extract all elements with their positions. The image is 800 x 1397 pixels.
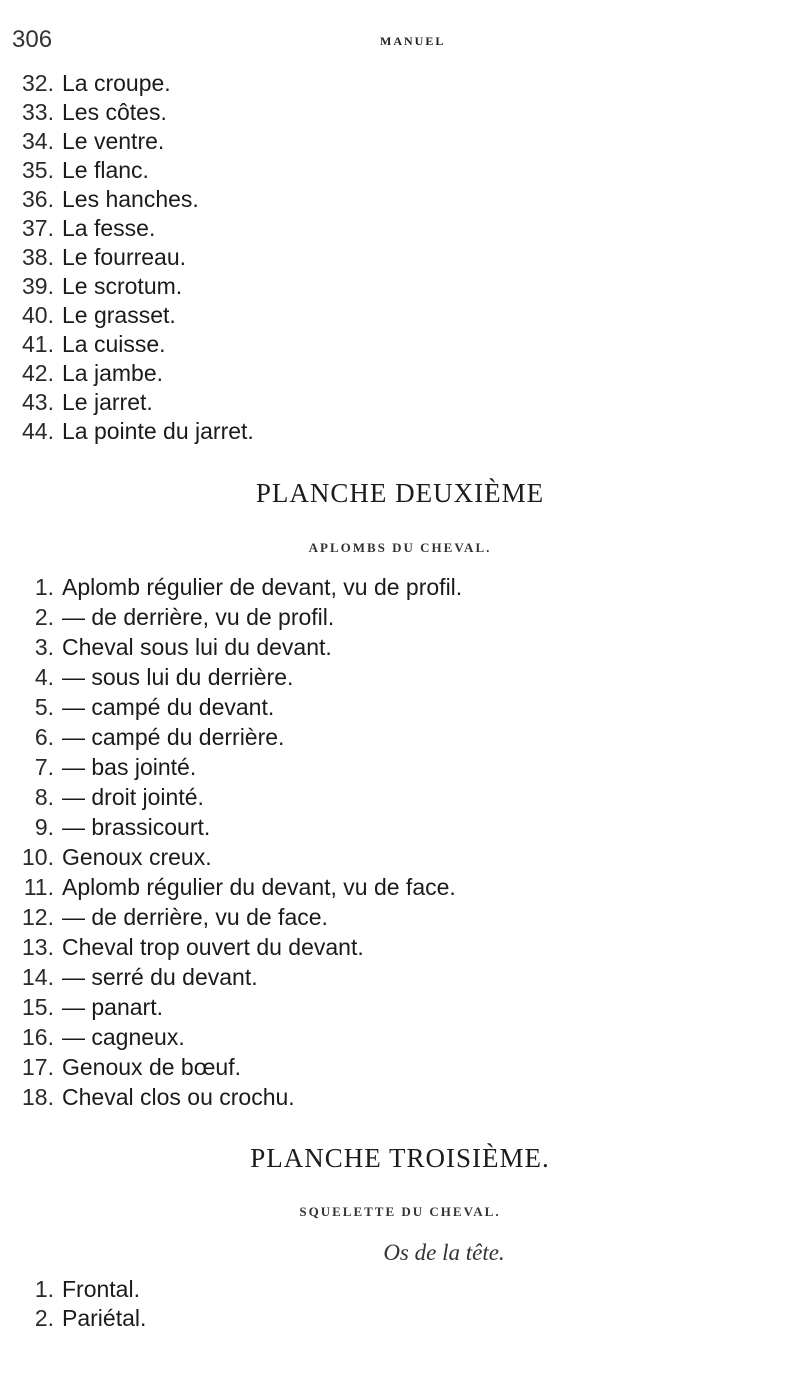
- running-head: [0, 22, 800, 52]
- section-subheading-squelette: SQUELETTE DU CHEVAL.: [299, 1204, 501, 1219]
- section-heading-planche-2: PLANCHE DEUXIÈME: [255, 478, 545, 508]
- page-number: 306: [12, 26, 53, 53]
- book-page: 306 MANUEL 32. La croupe. 33. Les côtes. 34. Le ventre. 35. Le flanc. 36. Les hanches. 37. La fesse. 38. Le fourreau. 39. Le scrotum. 40. Le grasset. 41. La cuisse. 42. La jambe. 43. Le jarret. 44. La pointe du jarret. PLANCHE DEUXIÈME APLOMBS DU CHEVAL. 1. Aplomb régulier de devant, vu de profil. 2. — de derrière, vu de profil. 3. Cheval sous lui du devant. 4. — sous lui du derrière. 5. — campé du devant. 6. — campé du derrière. 7. — bas jointé. 8. — droit jointé. 9. — brassicourt. 10. Genoux creux. 11. Aplomb régulier du devant, vu de face. 12. — de derrière, vu de face. 13. Cheval trop ouvert du devant. 14. — serré du devant. 15. — panart. 16. — cagneux. 17. Genoux de bœuf. 18. Cheval clos ou crochu. PLANCHE TROISIÈME. SQUELETTE DU CHEVAL. Os de la tête. 1. Frontal. 2. Pariétal.: [0, 0, 800, 1397]
- running-title: MANUEL: [380, 34, 446, 48]
- section-subheading-aplombs: APLOMBS DU CHEVAL.: [308, 540, 492, 555]
- section-heading-planche-3: PLANCHE TROISIÈME.: [250, 1143, 550, 1173]
- caption-os-de-la-tete: Os de la tête.: [383, 1240, 505, 1265]
